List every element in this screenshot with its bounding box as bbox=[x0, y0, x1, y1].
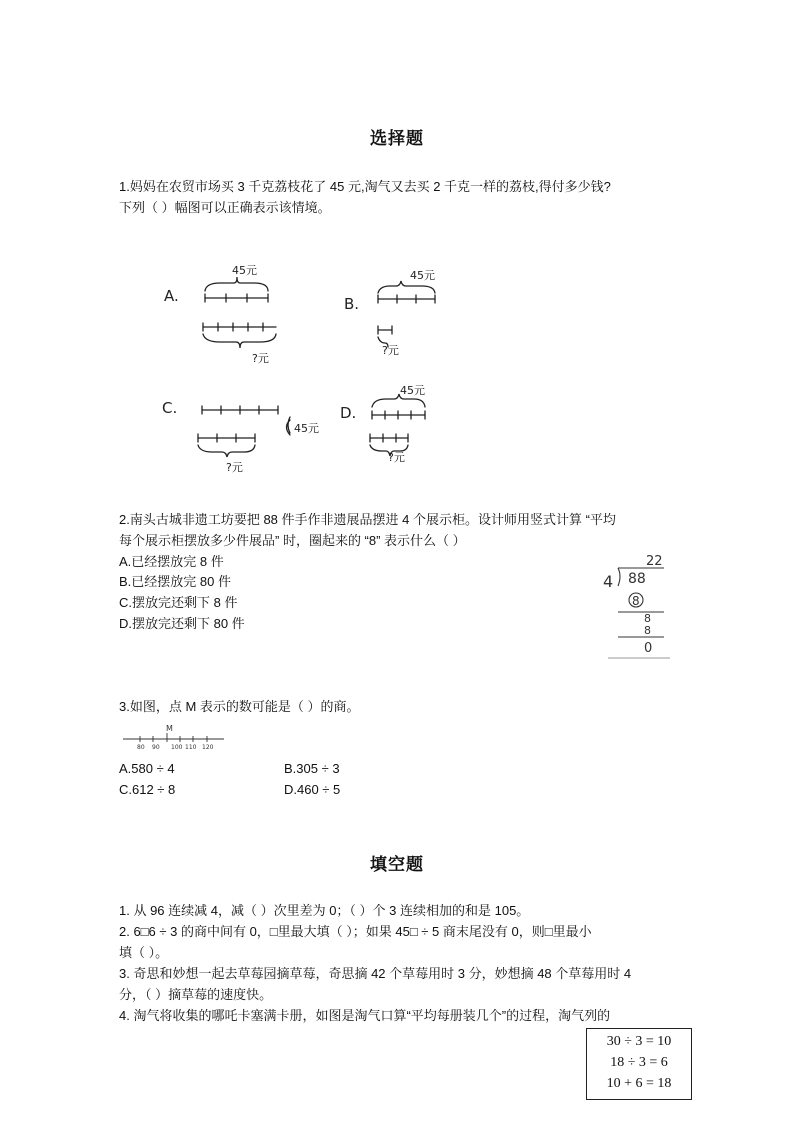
numberline-tick-100: 100 bbox=[171, 744, 183, 751]
c-price-unknown: ?元 bbox=[226, 461, 243, 474]
fill-line-2: 2. 6□6 ÷ 3 的商中间有 0，□里最大填（ ）；如果 45□ ÷ 5 商末尾没有 0，则□里最小 bbox=[119, 924, 592, 939]
d-price-unknown: ?元 bbox=[388, 451, 405, 464]
q2-option-c: C.摆放完还剩下 8 件 bbox=[119, 595, 238, 610]
fill-line-5: 分，（ ）摘草莓的速度快。 bbox=[119, 987, 273, 1002]
fill-line-4: 3. 奇思和妙想一起去草莓园摘草莓，奇思摘 42 个草莓用时 3 分，妙想摘 48 个草莓用时 4 bbox=[119, 966, 632, 981]
b-price-unknown: ?元 bbox=[382, 344, 399, 357]
numberline-tick-110: 110 bbox=[185, 744, 197, 751]
numberline-tick-80: 80 bbox=[137, 744, 145, 751]
q2-long-division bbox=[598, 552, 683, 662]
q3-option-b: B.305 ÷ 3 bbox=[284, 761, 340, 776]
division-dividend: 88 bbox=[628, 571, 646, 587]
division-divisor: 4 bbox=[603, 572, 614, 591]
calc-line-3: 10 + 6 = 18 bbox=[606, 1076, 672, 1091]
division-quotient: 22 bbox=[646, 554, 663, 569]
a-price-unknown: ?元 bbox=[252, 352, 269, 365]
q1-text-line2: 下列（ ）幅图可以正确表示该情境。 bbox=[119, 200, 331, 215]
diagram-label-a: A. bbox=[164, 287, 179, 305]
numberline-tick-90: 90 bbox=[152, 744, 160, 751]
numberline-tick-120: 120 bbox=[202, 744, 214, 751]
diagram-d bbox=[370, 394, 425, 456]
fill-line-6: 4. 淘气将收集的哪吒卡塞满卡册，如图是淘气口算“平均每册装几个”的过程，淘气列的 bbox=[119, 1008, 611, 1023]
fill-line-1: 1. 从 96 连续减 4，减（ ）次里差为 0；（ ）个 3 连续相加的和是 105。 bbox=[119, 903, 530, 918]
q3-option-c: C.612 ÷ 8 bbox=[119, 782, 176, 797]
numberline-point-m: M bbox=[166, 724, 173, 733]
division-step2: 8 bbox=[644, 612, 651, 625]
fill-line-3: 填（ ）。 bbox=[119, 945, 169, 960]
q3-option-a: A.580 ÷ 4 bbox=[119, 761, 175, 776]
q3-option-d: D.460 ÷ 5 bbox=[284, 782, 341, 797]
q2-text-line1: 2.南头古城非遗工坊要把 88 件手作非遗展品摆进 4 个展示柜。设计师用竖式计算 “平均 bbox=[119, 512, 616, 527]
division-step3: 8 bbox=[644, 624, 651, 637]
diagram-label-d: D. bbox=[340, 404, 357, 422]
calc-box bbox=[586, 1028, 692, 1100]
q2-option-b: B.已经摆放完 80 件 bbox=[119, 574, 231, 589]
q3-number-line bbox=[120, 722, 228, 752]
section-title-choice: 选择题 bbox=[370, 129, 424, 148]
diagram-b bbox=[378, 281, 435, 347]
calc-line-1: 30 ÷ 3 = 10 bbox=[606, 1034, 672, 1049]
q1-diagram bbox=[150, 255, 460, 480]
diagram-label-c: C. bbox=[162, 399, 178, 417]
b-price-known: 45元 bbox=[410, 269, 435, 282]
q1-text-line1: 1.妈妈在农贸市场买 3 千克荔枝花了 45 元,淘气又去买 2 千克一样的荔枝,得付多少钱? bbox=[119, 179, 611, 194]
diagram-a bbox=[203, 277, 276, 348]
q2-option-a: A.已经摆放完 8 件 bbox=[119, 554, 224, 569]
division-remainder: 0 bbox=[644, 641, 653, 656]
q2-text-line2: 每个展示柜摆放多少件展品” 时，圈起来的 “8” 表示什么（ ） bbox=[119, 533, 466, 548]
a-price-known: 45元 bbox=[232, 264, 257, 277]
d-price-known: 45元 bbox=[400, 384, 425, 397]
c-price-known: 45元 bbox=[294, 422, 319, 435]
q3-text-line1: 3.如图，点 M 表示的数可能是（ ）的商。 bbox=[119, 699, 360, 714]
division-circled-digit: 8 bbox=[632, 594, 640, 608]
section-title-fill: 填空题 bbox=[370, 855, 424, 874]
q2-option-d: D.摆放完还剩下 80 件 bbox=[119, 616, 245, 631]
calc-line-2: 18 ÷ 3 = 6 bbox=[610, 1055, 668, 1070]
diagram-c bbox=[198, 406, 290, 457]
diagram-label-b: B. bbox=[344, 295, 360, 313]
